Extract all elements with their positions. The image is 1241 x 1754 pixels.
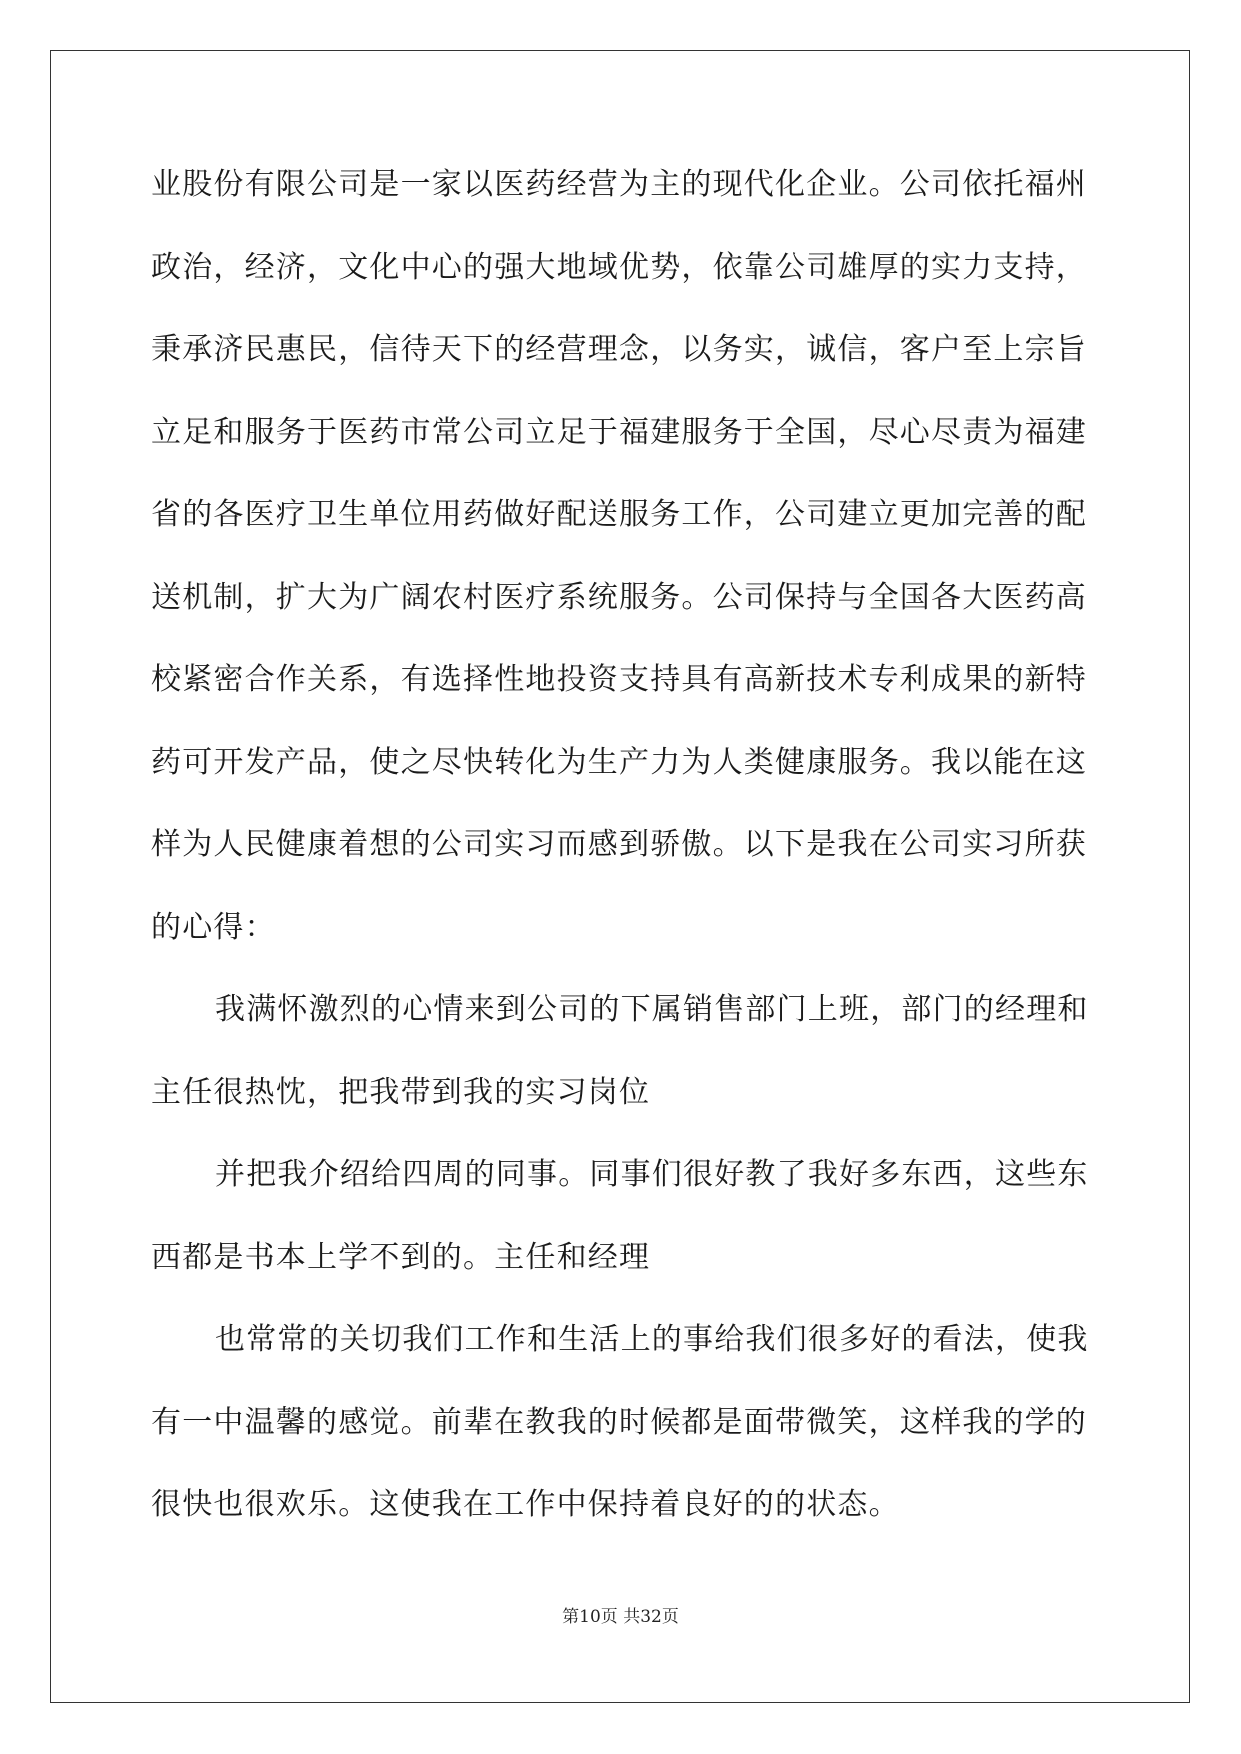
text-line: 省的各医疗卫生单位用药做好配送服务工作，公司建立更加完善的配: [151, 497, 1087, 532]
text-line: 秉承济民惠民，信待天下的经营理念，以务实，诚信，客户至上宗旨: [151, 332, 1087, 367]
text-line: 西都是书本上学不到的。主任和经理: [151, 1239, 651, 1275]
text-line: 药可开发产品，使之尽快转化为生产力为人类健康服务。我以能在这: [151, 744, 1087, 780]
text-line: 政治，经济，文化中心的强大地域优势，依靠公司雄厚的实力支持，: [151, 249, 1087, 285]
text-line: 主任很热忱，把我带到我的实习岗位: [151, 1074, 651, 1110]
text-line: 有一中温馨的感觉。前辈在教我的时候都是面带微笑，这样我的学的: [151, 1404, 1087, 1440]
text-line: 业股份有限公司是一家以医药经营为主的现代化企业。公司依托福州: [151, 167, 1087, 202]
text-line: 的心得：: [151, 909, 276, 945]
text-line: 校紧密合作关系，有选择性地投资支持具有高新技术专利成果的新特: [151, 662, 1087, 697]
text-line: 很快也很欢乐。这使我在工作中保持着良好的的状态。: [151, 1487, 900, 1522]
text-line: 并把我介绍给四周的同事。同事们很好教了我好多东西，这些东: [215, 1157, 1089, 1192]
text-line: 也常常的关切我们工作和生活上的事给我们很多好的看法，使我: [215, 1322, 1089, 1357]
text-line: 样为人民健康着想的公司实习而感到骄傲。以下是我在公司实习所获: [151, 827, 1087, 862]
text-line: 立足和服务于医药市常公司立足于福建服务于全国，尽心尽责为福建: [151, 414, 1087, 450]
document-body: [151, 162, 1091, 1565]
text-line: 送机制，扩大为广阔农村医疗系统服务。公司保持与全国各大医药高: [151, 579, 1087, 615]
page-number-footer: 第10页 共32页: [562, 1607, 679, 1627]
text-line: 我满怀激烈的心情来到公司的下属销售部门上班，部门的经理和: [215, 992, 1089, 1027]
